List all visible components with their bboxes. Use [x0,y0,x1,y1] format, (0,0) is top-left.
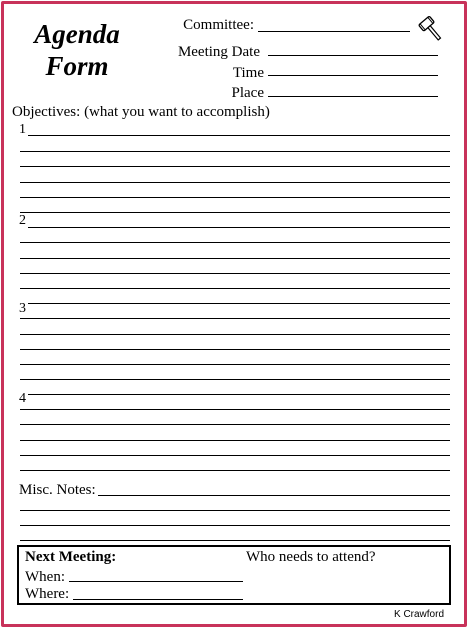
writing-line[interactable] [20,440,450,441]
objective-number-2: 2 [19,213,26,228]
writing-line[interactable] [20,540,450,541]
objective-number-1: 1 [19,122,26,137]
writing-line[interactable] [20,364,450,365]
writing-line[interactable] [20,379,450,380]
time-label: Time [232,65,264,81]
meeting-date-field[interactable] [268,55,438,56]
objective-number-3: 3 [19,301,26,316]
next-meeting-title: Next Meeting: [25,549,117,565]
writing-line[interactable] [20,288,450,289]
writing-line[interactable] [20,409,450,410]
writing-line[interactable] [20,424,450,425]
writing-line[interactable] [20,182,450,183]
gavel-icon [416,14,446,44]
writing-line[interactable] [20,258,450,259]
writing-line[interactable] [20,242,450,243]
where-field[interactable] [73,599,243,600]
writing-line[interactable] [20,166,450,167]
misc-notes-label: Misc. Notes: [19,482,96,498]
writing-line[interactable] [20,227,450,228]
writing-line[interactable] [20,318,450,319]
writing-line[interactable] [20,510,450,511]
place-label: Place [231,85,264,101]
where-label: Where: [25,586,70,602]
objective-number-4: 4 [19,391,26,406]
writing-line[interactable] [20,455,450,456]
form-title: Agenda Form [34,19,120,81]
place-field[interactable] [268,96,438,97]
time-field[interactable] [268,75,438,76]
writing-line[interactable] [20,394,450,395]
writing-line[interactable] [20,151,450,152]
writing-line[interactable] [20,197,450,198]
writing-line[interactable] [20,334,450,335]
writing-line[interactable] [20,273,450,274]
author-credit: K Crawford [394,609,445,620]
committee-label: Committee: [183,17,254,33]
writing-line[interactable] [20,212,450,213]
writing-line[interactable] [20,349,450,350]
when-label: When: [25,569,65,585]
meeting-date-label: Meeting Date [177,44,260,60]
writing-line[interactable] [20,525,450,526]
objectives-label: Objectives: (what you want to accomplish) [12,104,270,120]
writing-line[interactable] [20,470,450,471]
when-field[interactable] [69,581,243,582]
writing-line[interactable] [20,135,450,136]
who-needs-to-attend-label: Who needs to attend? [246,549,376,565]
committee-field[interactable] [258,31,410,32]
writing-line[interactable] [20,303,450,304]
